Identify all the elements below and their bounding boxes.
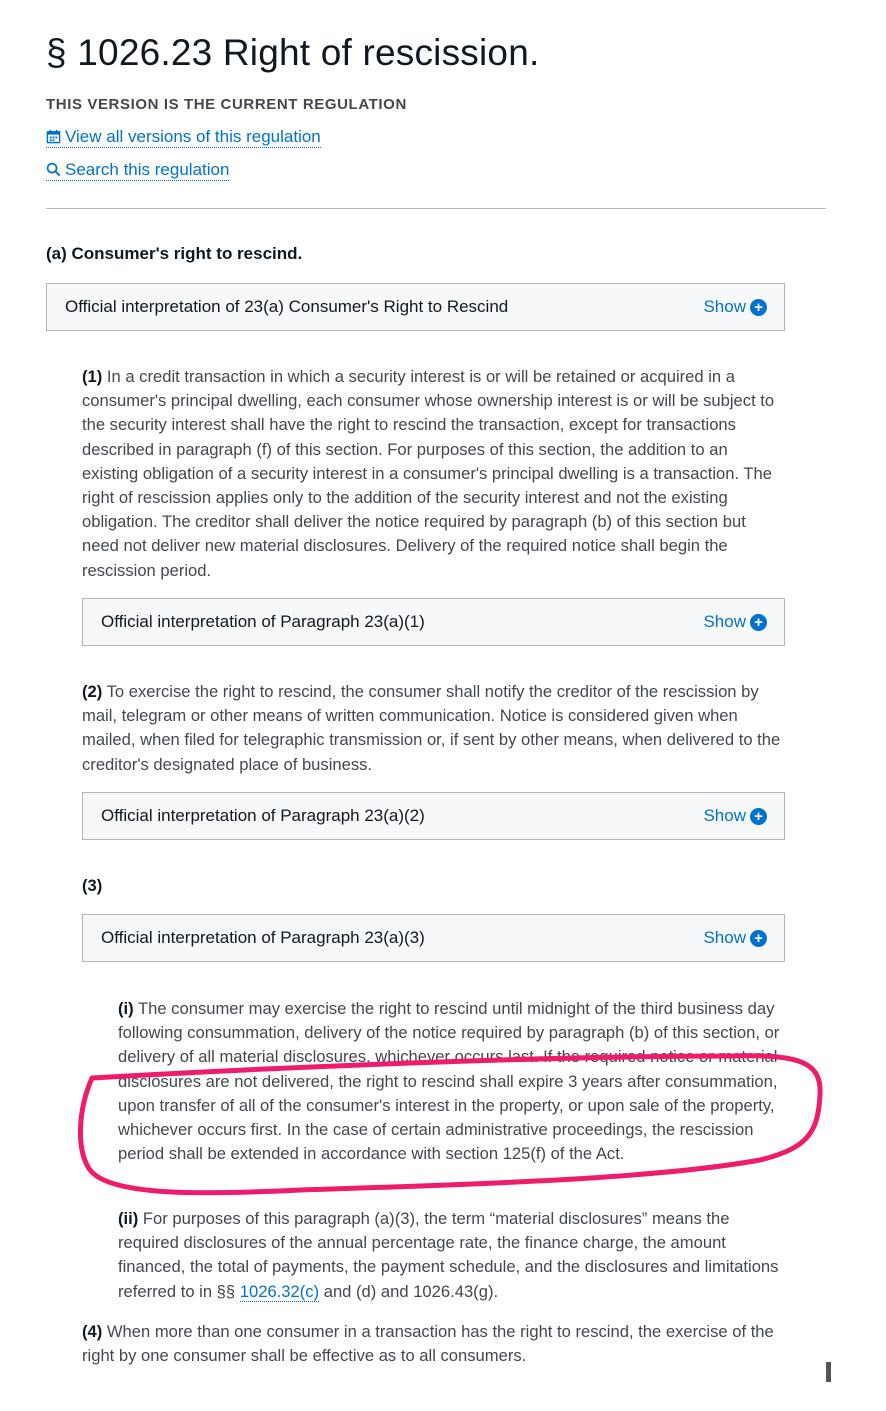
paragraph-2: (2) To exercise the right to rescind, the consumer shall notify the creditor of the rescission by mail, telegram or other means of written communication. Notice is considered given when mailed, when filed for telegraphic transmission or, if sent by other means, when delivered to the creditor's designated place of business. (82, 682, 781, 774)
search-regulation-label: Search this regulation (65, 160, 230, 179)
paragraph-3-i: (i) The consumer may exercise the right to rescind until midnight of the third business day following consummation, delivery of the notice required by paragraph (b) of this section, or delivery of all material disclosures, whichever occurs last. If the required notice or material disclosures are not delivered, the right to rescind shall expire 3 years after consummation, upon transfer of all of the consumer's interest in the property, or upon sale of the property, whichever occurs first. In the case of certain administrative proceedings, the rescission period shall be extended in accordance with section 125(f) of the Act. (118, 999, 780, 1164)
view-versions-link[interactable] (46, 126, 321, 148)
paragraph-3: (3) (82, 876, 103, 895)
plus-circle-icon: + (750, 808, 767, 825)
section-a-heading: (a) Consumer's right to rescind. (46, 244, 303, 263)
show-toggle[interactable]: Show + (703, 806, 767, 826)
show-toggle[interactable]: Show + (703, 297, 767, 317)
search-icon (46, 162, 61, 177)
plus-circle-icon: + (750, 930, 767, 947)
paragraph-1: (1) In a credit transaction in which a security interest is or will be retained or acquired in a consumer's principal dwelling, each consumer whose ownership interest is or will be subject to the security interest shall have the right to rescind the transaction, except for transactions described in paragraph (f) of this section. For purposes of this section, the addition to an existing obligation of a security interest in a consumer's principal dwelling is a transaction. The right of rescission applies only to the addition of the security interest and not the existing obligation. The creditor shall deliver the notice required by paragraph (b) of this section but need not deliver new material disclosures. Delivery of the required notice shall begin the rescission period. (82, 367, 775, 580)
plus-circle-icon: + (750, 614, 767, 631)
interp-23a2-label: Official interpretation of Paragraph 23(a)(2) (101, 806, 425, 825)
interp-23a[interactable] (46, 283, 785, 331)
paragraph-3-ii: (ii) For purposes of this paragraph (a)(3), the term “material disclosures” means the required disclosures of the annual percentage rate, the finance charge, the amount financed, the total of payments, the payment schedule, and the disclosures and limitations referred to in §§ 1026.32(c) and (d) and 1026.43(g). (118, 1209, 779, 1301)
interp-23a3-label: Official interpretation of Paragraph 23(a)(3) (101, 928, 425, 947)
interp-23a1[interactable] (82, 598, 785, 646)
interp-23a1-label: Official interpretation of Paragraph 23(a)(1) (101, 612, 425, 631)
text-cursor (826, 1362, 831, 1382)
plus-circle-icon: + (750, 299, 767, 316)
interp-23a2[interactable] (82, 792, 785, 840)
view-versions-label: View all versions of this regulation (65, 127, 321, 146)
interp-23a-label: Official interpretation of 23(a) Consumer's Right to Rescind (65, 297, 509, 316)
calendar-icon (46, 129, 61, 144)
show-toggle[interactable]: Show + (703, 928, 767, 948)
show-toggle[interactable]: Show + (703, 612, 767, 632)
interp-23a3[interactable] (82, 914, 785, 962)
paragraph-4: (4) When more than one consumer in a transaction has the right to rescind, the exercise of the right by one consumer shall be effective as to all consumers. (82, 1322, 774, 1366)
divider (46, 208, 826, 209)
page-title: § 1026.23 Right of rescission. (46, 32, 540, 73)
version-note: THIS VERSION IS THE CURRENT REGULATION (46, 96, 407, 113)
citation-link-1026-32c[interactable]: 1026.32(c) (239, 1281, 320, 1301)
search-regulation-link[interactable] (46, 159, 229, 181)
